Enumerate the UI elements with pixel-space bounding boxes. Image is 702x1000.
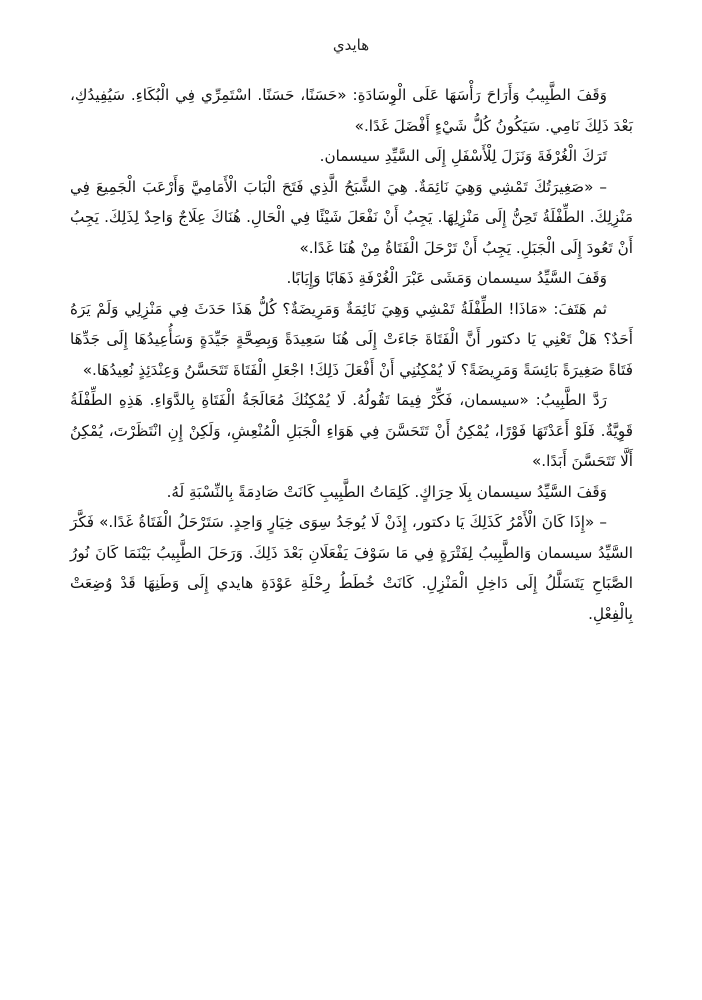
- paragraph: – «صَغِيرَتُكَ تَمْشِي وَهِيَ نَائِمَةٌ. هِيَ الشَّبَحُ الَّذِي فَتَحَ الْبَابَ الْأَمَامِيَّ وَأَرْعَبَ الْجَمِيعَ فِي مَنْزِلِكَ. الطِّفْلَةُ تَحِنُّ إِلَى مَنْزِلِهَا. يَجِبُ أَنْ نَفْعَلَ شَيْئًا فِي الْحَالِ. هُنَاكَ عِلَاجٌ وَاحِدٌ لِذَلِكَ. يَجِبُ أَنْ تَعُودَ إِلَى الْجَبَلِ. يَجِبُ أَنْ تَرْحَلَ الْفَتَاةُ مِنْ هُنَا غَدًا.»: [70, 177, 633, 257]
- paragraph: وَقَفَ الطَّبِيبُ وَأَرَاحَ رَأْسَهَا عَلَى الْوِسَادَةِ: «حَسَنًا، حَسَنًا. اسْتَمِرِّي فِي الْبُكَاءِ. سَيُفِيدُكِ، بَعْدَ ذَلِكَ نَامِي. سَيَكُونُ كُلُّ شَيْءٍ أَفْضَلَ غَدًا.»: [70, 86, 633, 135]
- paragraph: وَقَفَ السَّيِّدُ سيسمان بِلَا حِرَاكٍ. كَلِمَاتُ الطَّبِيبِ كَانَتْ صَادِمَةً بِالنِّسْبَةِ لَهُ.: [166, 482, 607, 501]
- paragraph: وَقَفَ السَّيِّدُ سيسمان وَمَشَى عَبْرَ الْغُرْفَةِ ذَهَابًا وَإِيَابًا.: [286, 269, 607, 287]
- paragraph: تَرَكَ الْغُرْفَةَ وَنَزَلَ لِلْأَسْفَلِ إِلَى السَّيِّدِ سيسمان.: [319, 147, 607, 165]
- paragraph: رَدَّ الطَّبِيبُ: «سيسمان، فَكِّرْ فِيمَا تَقُولُهُ. لَا يُمْكِنُكَ مُعَالَجَةُ الْفَتَاةِ بِالدَّوَاءِ. هَذِهِ الطِّفْلَةُ قَوِيَّةٌ. فَلَوْ أَعَدْتَهَا فَوْرًا، يُمْكِنُ أَنْ تَتَحَسَّنَ فِي هَوَاءِ الْجَبَلِ الْمُنْعِشِ، وَلَكِنْ إِنِ انْتَظَرْتَ، يُمْكِنُ أَلَّا تَتَحَسَّنَ أَبَدًا.»: [70, 391, 633, 470]
- running-header: هايدي: [332, 36, 370, 54]
- paragraph: ثم هَتَفَ: «مَاذَا! الطِّفْلَةُ تَمْشِي وَهِيَ نَائِمَةٌ وَمَرِيضَةٌ؟ كُلُّ هَذَا حَدَثَ فِي مَنْزِلِي وَلَمْ يَرَهُ أَحَدٌ؟ هَلْ تَعْنِي يَا دكتور أَنَّ الْفَتَاةَ جَاءَتْ إِلَى هُنَا سَعِيدَةً وَبِصِحَّةٍ جَيِّدَةٍ وَسَأُعِيدُهَا إِلَى جَدِّهَا فَتَاةً صَغِيرَةً بَائِسَةً وَمَرِيضَةً؟ لَا يُمْكِنُنِي أَنْ أَفْعَلَ ذَلِكَ! اجْعَلِ الْفَتَاةَ تَتَحَسَّنُ وَعِنْدَئِذٍ نُعِيدُهَا.»: [70, 299, 633, 379]
- paragraph: – «إِذَا كَانَ الْأَمْرُ كَذَلِكَ يَا دكتور، إِذَنْ لَا يُوجَدُ سِوَى خِيَارٍ وَاحِدٍ. سَتَرْحَلُ الْفَتَاةُ غَدًا.» فَكَّرَ السَّيِّدُ سيسمان وَالطَّبِيبُ لِفَتْرَةٍ فِي مَا سَوْفَ يَفْعَلَانِ بَعْدَ ذَلِكَ. وَرَحَلَ الطَّبِيبُ بَيْنَمَا كَانَ نُورُ الصَّبَاحِ يَتَسَلَّلُ إِلَى دَاخِلِ الْمَنْزِلِ. كَانَتْ خُطَطُ رِحْلَةِ عَوْدَةِ هايدي إِلَى وَطَنِهَا قَدْ وُضِعَتْ بِالْفِعْلِ.: [70, 513, 633, 623]
- body-text: [70, 80, 633, 629]
